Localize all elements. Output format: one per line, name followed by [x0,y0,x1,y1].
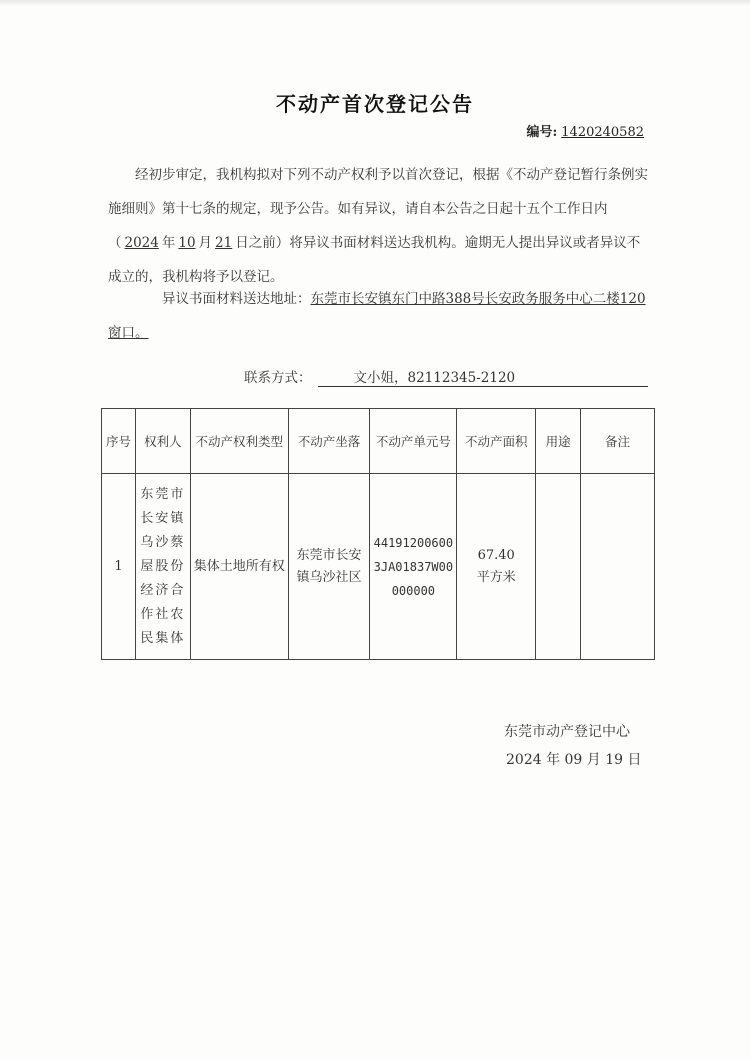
cell-area [457,474,536,660]
month-unit: 月 [198,235,213,251]
area-unit: 平方米 [476,569,516,585]
header-remark: 备注 [581,409,655,474]
paragraph-text-a: 经初步审定，我机构拟对下列不动产权利予以首次登记，根据《不动产登记暂行条例实施细则》第十七条的规定，现予公告。如有异议，请自本公告之日起十五个工作日内（ [108,167,648,251]
doc-number-value: 1420240582 [561,125,644,140]
paragraph-text-b: 日之前）将异议书面材料送达我机构。逾期无人提出异议或者异议不成立的，我机构将予以登记。 [108,235,641,285]
doc-number-label: 编号: [526,125,558,140]
cell-remark [581,474,655,660]
issuer-block [504,718,642,774]
notice-paragraph [108,158,648,294]
objection-address [108,282,648,350]
document-title: 不动产首次登记公告 [276,92,474,116]
deadline-day: 21 [215,235,233,251]
document-number [526,121,644,140]
address-label: 异议书面材料送达地址： [162,291,311,307]
issuer-name: 东莞市动产登记中心 [504,724,630,740]
cell-owner: 东莞市长安镇乌沙蔡屋股份经济合作社农民集体 [135,474,190,660]
contact-value: 文小姐，82112345-2120 [318,366,648,387]
property-table [101,408,655,660]
deadline-year: 2024 [124,235,159,251]
contact-label: 联系方式： [244,370,312,386]
header-usage: 用途 [536,409,581,474]
cell-index: 1 [102,474,136,660]
area-value: 67.40 [477,547,515,563]
address-value: 东莞市长安镇东门中路388号长安政务服务中心二楼120窗口。 [108,291,646,341]
table-header-row [102,409,655,474]
deadline-month: 10 [178,235,196,251]
header-location: 不动产坐落 [288,409,370,474]
header-index: 序号 [102,409,136,474]
cell-usage [536,474,581,660]
unit-no-text: 441912006003JA01837W00000000 [373,535,454,598]
cell-unit-no [370,474,457,660]
year-unit: 年 [161,235,176,251]
table-row [102,474,655,660]
header-owner: 权利人 [135,409,190,474]
cell-location: 东莞市长安镇乌沙社区 [288,474,370,660]
contact-info [244,366,648,387]
header-area: 不动产面积 [457,409,536,474]
cell-right-type: 集体土地所有权 [190,474,288,660]
header-unit-no: 不动产单元号 [370,409,457,474]
issue-date: 2024 年 09 月 19 日 [506,752,642,768]
header-right-type: 不动产权利类型 [190,409,288,474]
